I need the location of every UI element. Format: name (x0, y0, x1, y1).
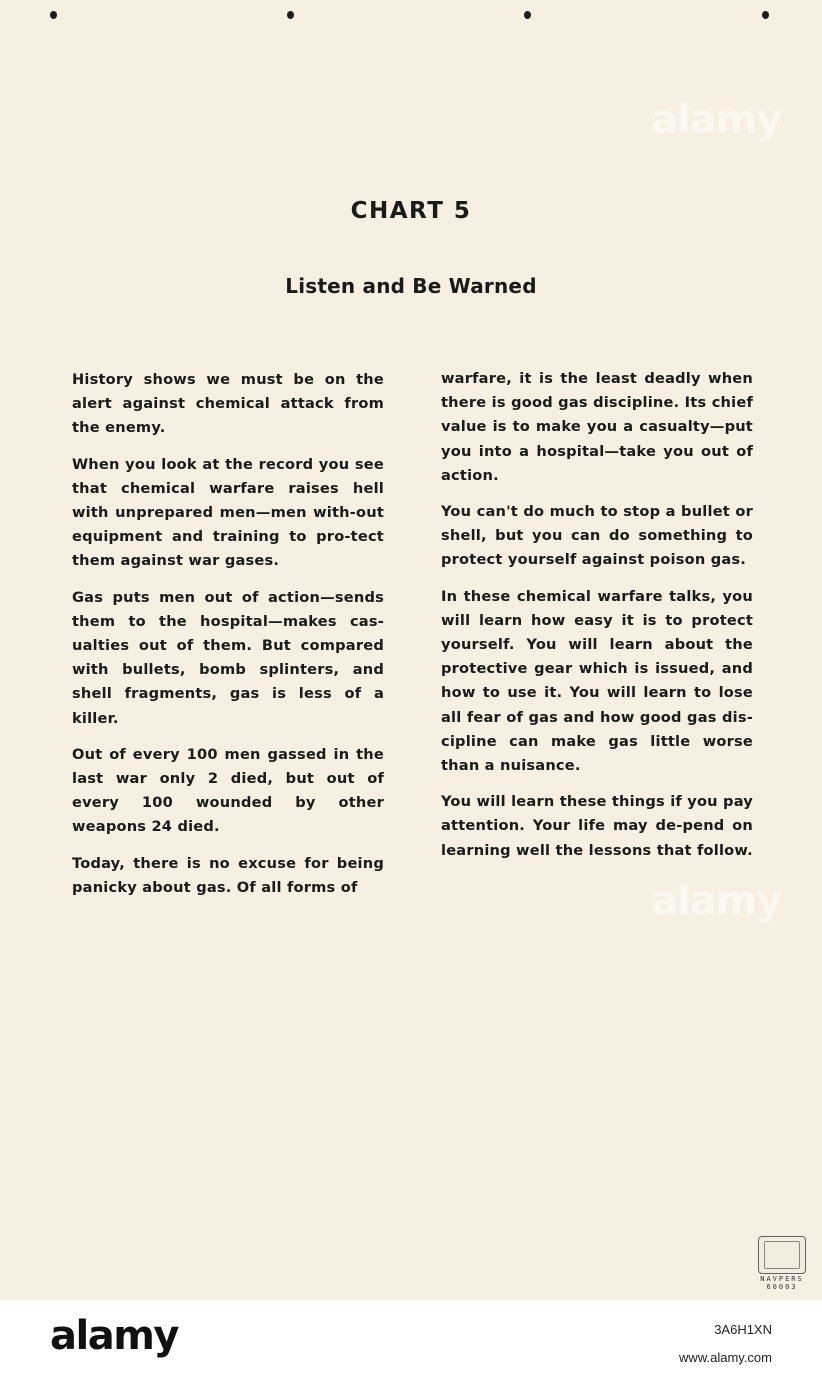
watermark: alamy (651, 878, 782, 924)
page-title: CHART 5 (350, 198, 472, 224)
left-column (72, 368, 384, 912)
punch-hole (762, 11, 769, 19)
image-id: 3A6H1XN (714, 1322, 772, 1337)
page-subtitle: Listen and Be Warned (285, 274, 537, 298)
right-column (441, 368, 753, 875)
paragraph: Today, there is no excuse for being panicky about gas. Of all forms of (72, 854, 384, 896)
paragraph: When you look at the record you see that chemical warfare raises hell with unprepared men—men with-out equipment and training to pro-tect them against war gases. (72, 455, 384, 570)
stamp-code: NAVPERS 60003 (760, 1275, 804, 1291)
paragraph: Out of every 100 men gassed in the last war only 2 died, but out of every 100 wounded by other weapons 24 died. (72, 745, 384, 836)
navy-training-aid-stamp (758, 1236, 806, 1274)
paragraph: In these chemical warfare talks, you will learn how easy it is to protect yourself. You will learn about the protective gear which is issued, and how to use it. You will learn to lose all fear of gas and how good gas dis-cipline can make gas little worse than a nuisance. (441, 587, 753, 775)
paragraph: You will learn these things if you pay attention. Your life may de-pend on learning well the lessons that follow. (441, 793, 754, 859)
watermark: alamy (651, 97, 782, 143)
footer-url[interactable]: www.alamy.com (679, 1350, 772, 1365)
punch-hole (287, 11, 294, 19)
paragraph: Gas puts men out of action—sends them to the hospital—makes cas-ualties out of them. But compared with bullets, bomb splinters, and shell fragments, gas is less of a killer. (72, 588, 384, 727)
stamp-emblem-icon (764, 1241, 800, 1269)
punch-hole (50, 11, 57, 19)
footer-logo: alamy (50, 1313, 178, 1359)
paragraph: History shows we must be on the alert against chemical attack from the enemy. (72, 371, 384, 437)
paragraph: warfare, it is the least deadly when there is good gas discipline. Its chief value is to make you a casualty—put you into a hospital—take you out of action. (441, 370, 753, 484)
punch-hole (524, 11, 531, 19)
paragraph: You can't do much to stop a bullet or shell, but you can do something to protect yourself against poison gas. (441, 503, 753, 569)
